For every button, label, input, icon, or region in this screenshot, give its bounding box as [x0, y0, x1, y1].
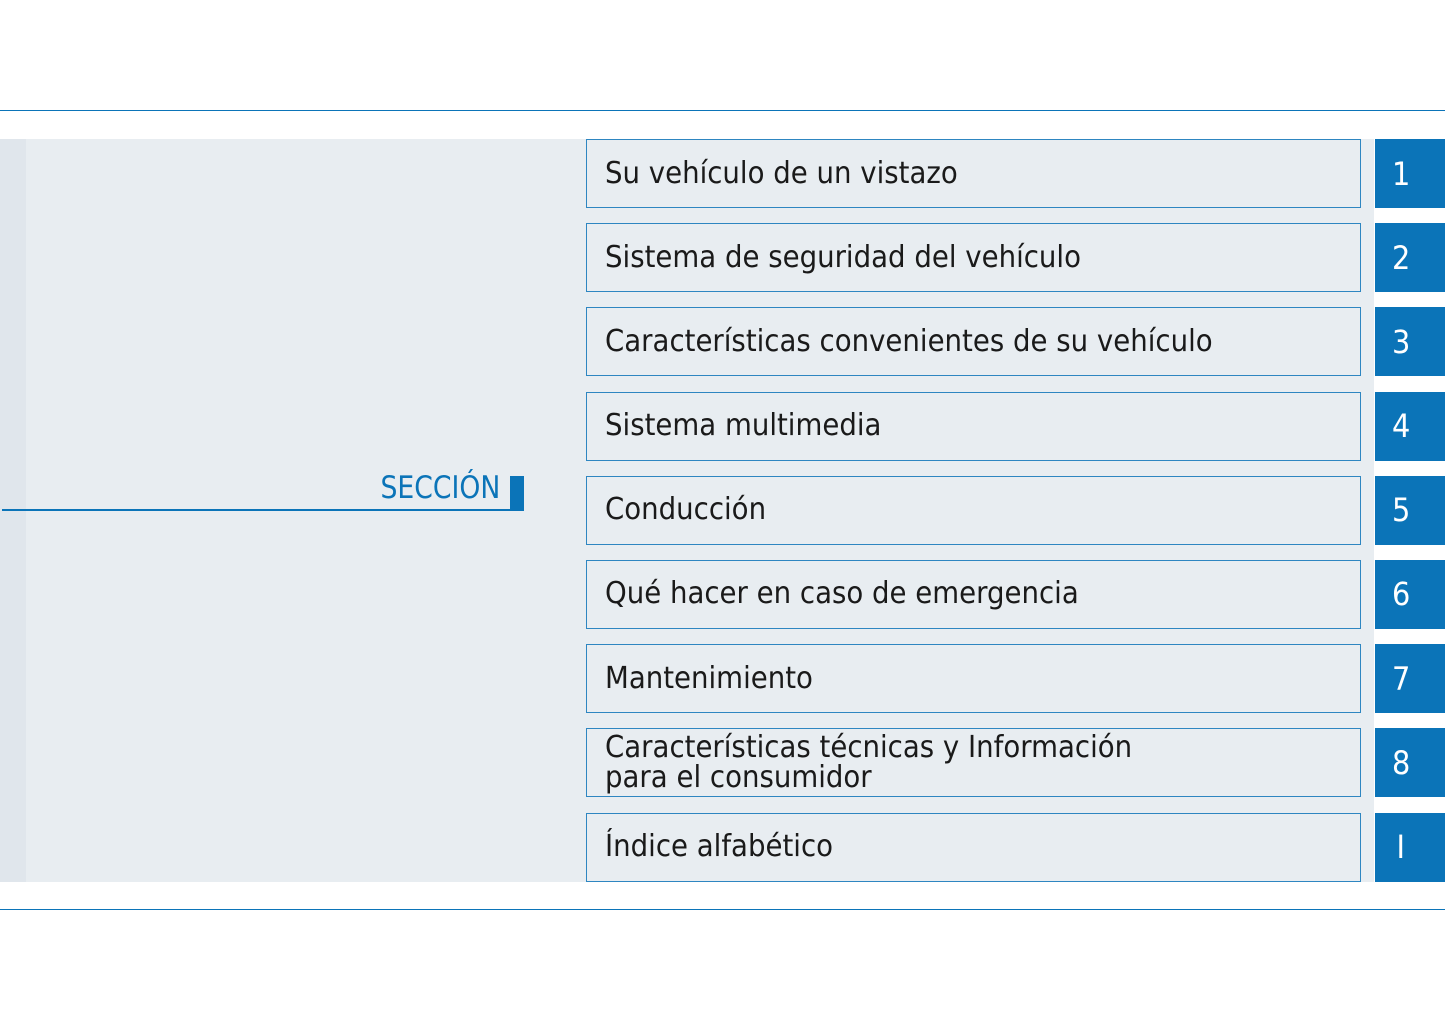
toc-tab-8[interactable]	[1375, 728, 1445, 797]
toc-tab-7[interactable]	[1375, 644, 1445, 713]
toc-tab-1[interactable]	[1375, 139, 1445, 208]
table-of-contents	[586, 139, 1445, 897]
toc-tab-number: 8	[1391, 743, 1411, 782]
toc-row-6	[586, 560, 1445, 629]
top-divider-line	[0, 110, 1445, 111]
section-underline	[2, 509, 522, 511]
toc-item-title: Sistema multimedia	[605, 408, 882, 444]
toc-tab-number: 1	[1391, 154, 1411, 193]
toc-tab-number: 3	[1391, 322, 1411, 361]
toc-tab-4[interactable]	[1375, 392, 1445, 461]
toc-item-title: Mantenimiento	[605, 660, 813, 696]
toc-tab-index[interactable]	[1375, 813, 1445, 882]
toc-item-caracteristicas-convenientes[interactable]	[586, 307, 1361, 376]
toc-row-2	[586, 223, 1445, 292]
toc-row-1	[586, 139, 1445, 208]
toc-item-title: Índice alfabético	[605, 829, 834, 864]
toc-item-mantenimiento[interactable]	[586, 644, 1361, 713]
toc-item-title: Qué hacer en caso de emergencia	[605, 576, 1079, 612]
toc-item-caracteristicas-tecnicas[interactable]	[586, 728, 1361, 797]
toc-tab-6[interactable]	[1375, 560, 1445, 629]
toc-item-title: Características convenientes de su vehículo	[605, 323, 1213, 359]
section-label: SECCIÓN	[380, 470, 500, 506]
toc-tab-number: 5	[1391, 491, 1411, 530]
toc-item-title: Su vehículo de un vistazo	[605, 155, 958, 191]
toc-tab-number: 2	[1391, 238, 1411, 277]
toc-tab-2[interactable]	[1375, 223, 1445, 292]
toc-tab-5[interactable]	[1375, 476, 1445, 545]
toc-tab-number: 7	[1391, 659, 1411, 698]
toc-item-conduccion[interactable]	[586, 476, 1361, 545]
toc-item-title: Características técnicas y Información para el consumidor	[605, 729, 1133, 795]
toc-item-que-hacer-en-emergencia[interactable]	[586, 560, 1361, 629]
section-heading	[0, 470, 524, 512]
toc-item-sistema-de-seguridad[interactable]	[586, 223, 1361, 292]
bottom-divider-line	[0, 909, 1445, 910]
toc-tab-3[interactable]	[1375, 307, 1445, 376]
toc-tab-number: 4	[1391, 407, 1411, 446]
toc-row-3	[586, 307, 1445, 376]
toc-row-7	[586, 644, 1445, 713]
toc-item-su-vehiculo-de-un-vistazo[interactable]	[586, 139, 1361, 208]
toc-item-sistema-multimedia[interactable]	[586, 392, 1361, 461]
toc-item-title: Conducción	[605, 492, 767, 528]
toc-item-indice-alfabetico[interactable]	[586, 813, 1361, 882]
toc-row-index	[586, 813, 1445, 882]
toc-item-title: Sistema de seguridad del vehículo	[605, 239, 1081, 275]
toc-tab-number: 6	[1391, 575, 1411, 614]
section-marker-block	[510, 476, 524, 511]
toc-row-5	[586, 476, 1445, 545]
toc-row-8	[586, 728, 1445, 797]
toc-row-4	[586, 392, 1445, 461]
toc-tab-number: I	[1396, 828, 1406, 866]
